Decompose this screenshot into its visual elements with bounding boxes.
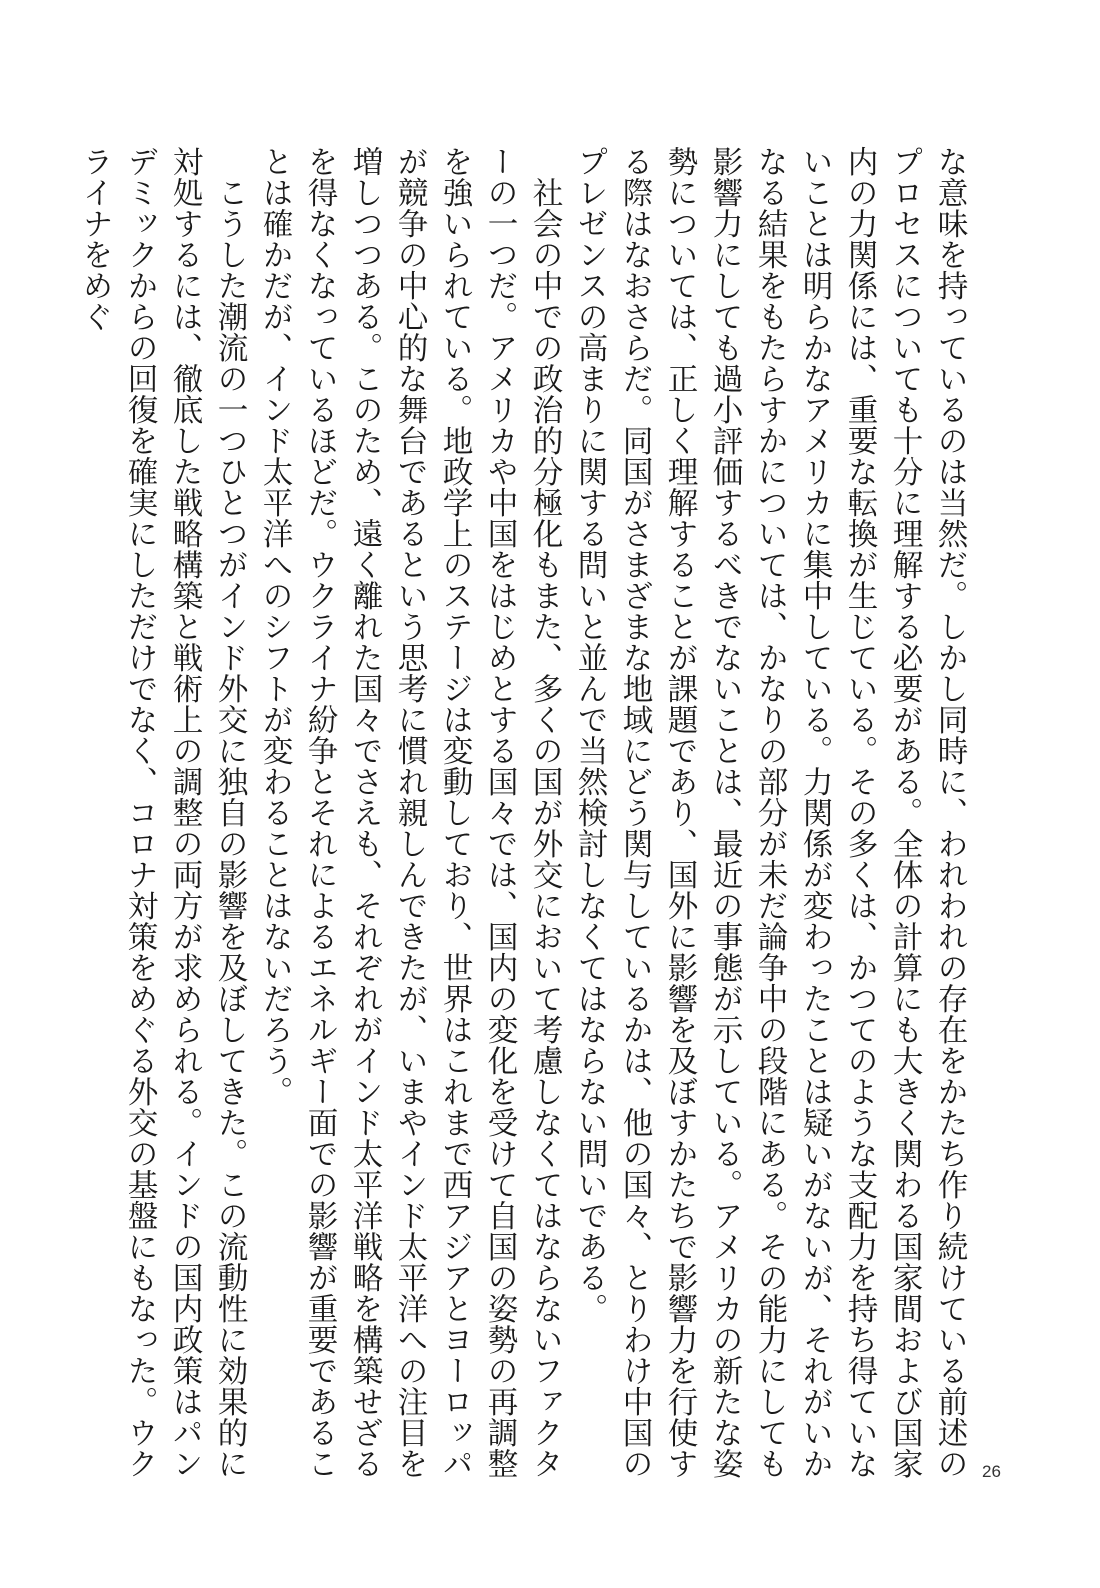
paragraph-1: な意味を持っているのは当然だ。しかし同時に、われわれの存在をかたち作り続けている前述のプロセスについても十分に理解する必要がある。全体の計算にも大きく関わる国家間および国家内の力関係には、重要な転換が生じている。その多くは、かつてのような支配力を持ち得ていないことは明らかなアメリカに集中している。力関係が変わったことは疑いがないが、それがいかなる結果をもたらすかについては、かなりの部分が未だ論争中の段階にある。その能力にしても影響力にしても過小評価するべきでないことは、最近の事態が示している。アメリカの新たな姿勢については、正しく理解することが課題であり、国外に影響を及ぼすかたちで影響力を行使する際はなおさらだ。同国がさまざまな地域にどう関与しているかは、他の国々、とりわけ中国のプレゼンスの高まりに関する問いと並んで当然検討しなくてはならない問いである。 bbox=[572, 146, 967, 1479]
paragraph-3: こうした潮流の一つひとつがインド外交に独自の影響を及ぼしてきた。この流動性に効果的に対処するには、徹底した戦略構築と戦術上の調整の両方が求められる。インドの国内政策はパンデミックからの回復を確実にしただけでなく、コロナ対策をめぐる外交の基盤にもなった。ウクライナをめぐ bbox=[77, 146, 247, 1479]
paragraph-2: 社会の中での政治的分極化もまた、多くの国が外交において考慮しなくてはならないファクターの一つだ。アメリカや中国をはじめとする国々では、国内の変化を受けて自国の姿勢の再調整を強いられている。地政学上のステージは変動しており、世界はこれまで西アジアとヨーロッパが競争の中心的な舞台であるという思考に慣れ親しんできたが、いまやインド太平洋への注目を増しつつある。このため、遠く離れた国々でさえも、それぞれがインド太平洋戦略を構築せざるを得なくなっているほどだ。ウクライナ紛争とそれによるエネルギー面での影響が重要であることは確かだが、インド太平洋へのシフトが変わることはないだろう。 bbox=[257, 146, 562, 1479]
vertical-text-body bbox=[77, 146, 972, 1486]
page-number: 26 bbox=[982, 1462, 1001, 1481]
